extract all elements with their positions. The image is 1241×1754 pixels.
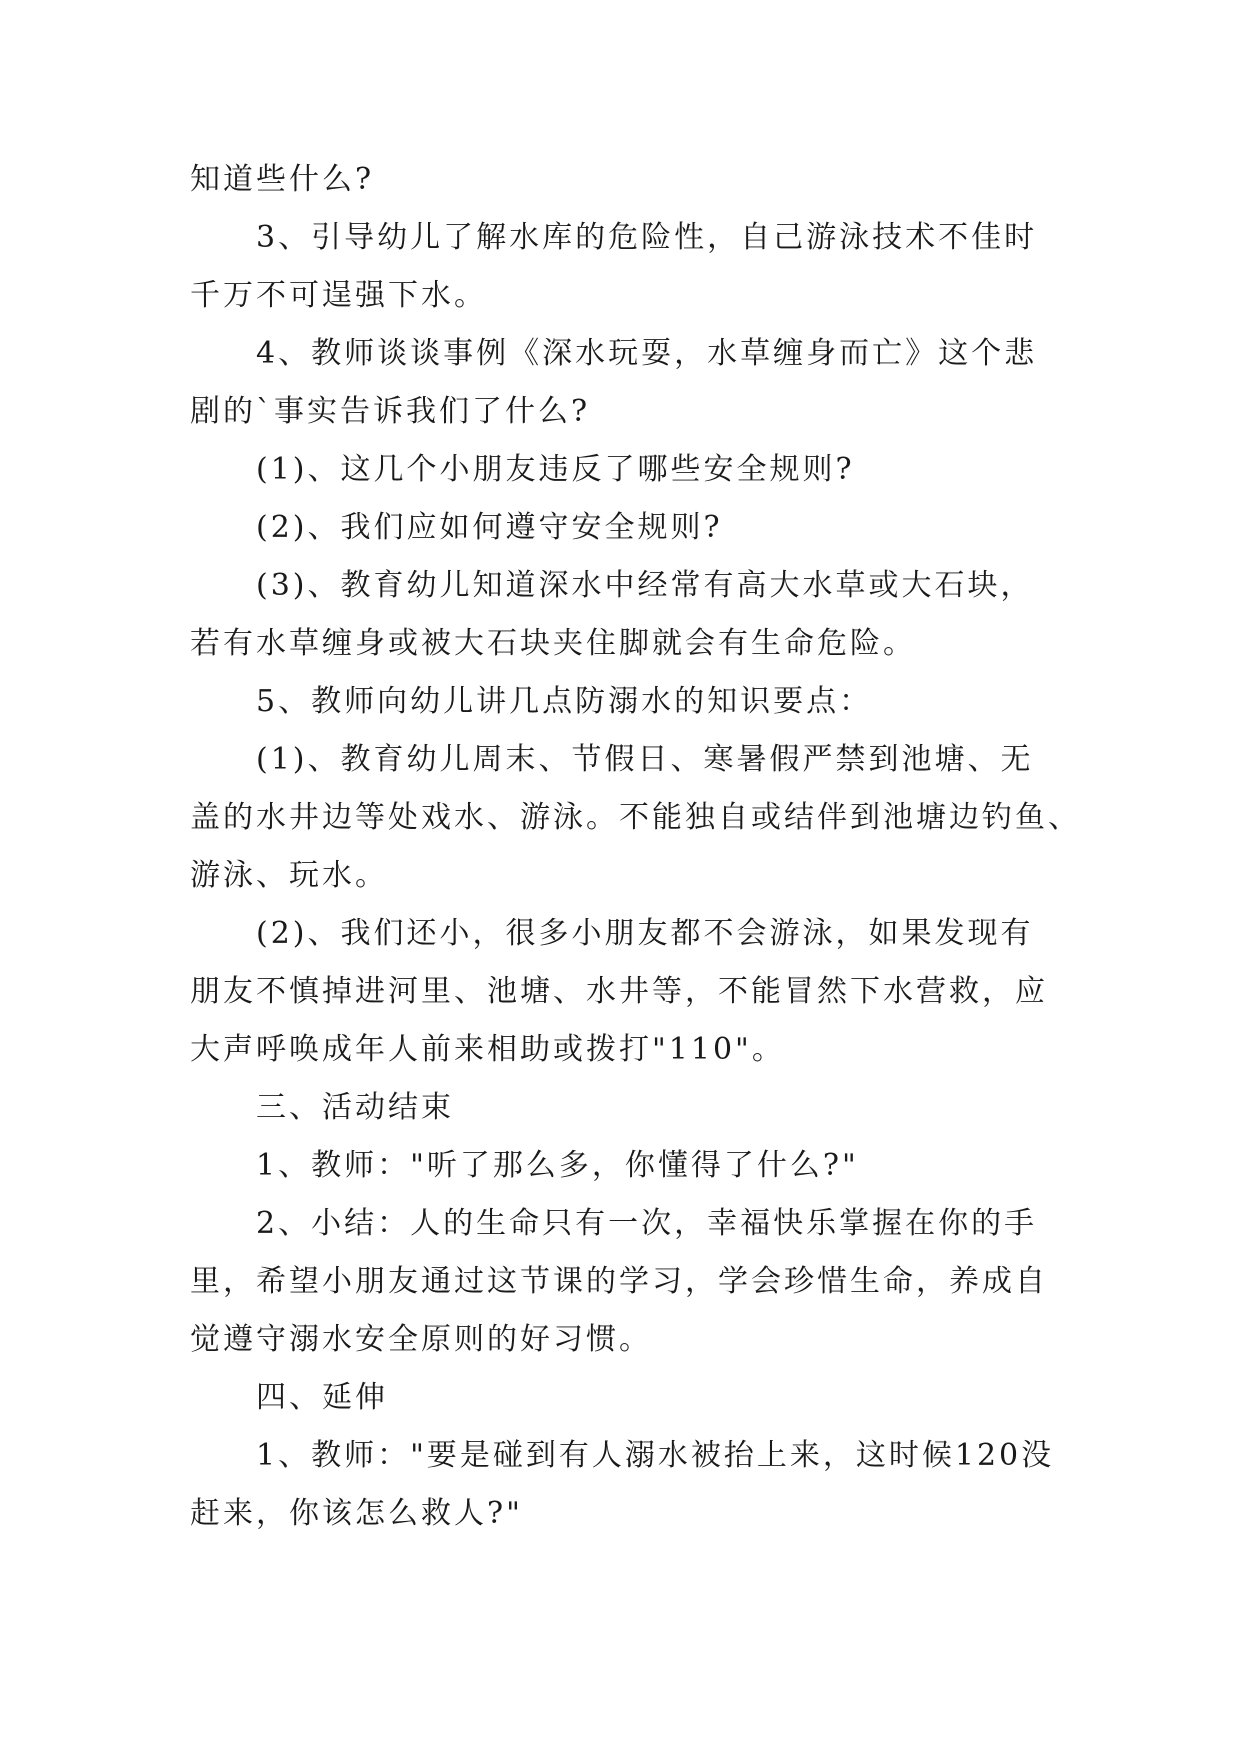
text-line: (3)、教育幼儿知道深水中经常有高大水草或大石块， (256, 568, 1034, 603)
text-line: 1、教师："要是碰到有人溺水被抬上来，这时候120没 (256, 1438, 1055, 1473)
text-line: 1、教师："听了那么多，你懂得了什么?" (256, 1148, 859, 1183)
text-line: 2、小结：人的生命只有一次，幸福快乐掌握在你的手 (256, 1206, 1038, 1241)
text-line: 若有水草缠身或被大石块夹住脚就会有生命危险。 (190, 626, 916, 661)
text-line: 觉遵守溺水安全原则的好习惯。 (190, 1322, 652, 1357)
text-line: 盖的水井边等处戏水、游泳。不能独自或结伴到池塘边钓鱼、 (190, 800, 1081, 835)
text-line: (2)、我们应如何遵守安全规则? (256, 510, 723, 545)
section-heading: 三、活动结束 (256, 1090, 454, 1125)
text-line: 里，希望小朋友通过这节课的学习，学会珍惜生命，养成自 (190, 1264, 1048, 1299)
text-line: (1)、这几个小朋友违反了哪些安全规则? (256, 452, 855, 487)
text-line: 游泳、玩水。 (190, 858, 388, 893)
text-line: (2)、我们还小，很多小朋友都不会游泳，如果发现有 (256, 916, 1034, 951)
text-line: 4、教师谈谈事例《深水玩耍，水草缠身而亡》这个悲 (256, 336, 1038, 371)
document-page (190, 151, 1081, 1543)
section-heading: 四、延伸 (256, 1380, 388, 1415)
text-line: (1)、教育幼儿周末、节假日、寒暑假严禁到池塘、无 (256, 742, 1034, 777)
text-line: 千万不可逞强下水。 (190, 278, 487, 313)
text-line: 5、教师向幼儿讲几点防溺水的知识要点： (256, 684, 873, 719)
text-line: 知道些什么? (190, 162, 375, 197)
text-line: 朋友不慎掉进河里、池塘、水井等，不能冒然下水营救，应 (190, 974, 1048, 1009)
text-line: 赶来，你该怎么救人?" (190, 1496, 523, 1531)
text-line: 3、引导幼儿了解水库的危险性，自己游泳技术不佳时 (256, 220, 1038, 255)
text-line: 剧的`事实告诉我们了什么? (190, 394, 591, 429)
text-line: 大声呼唤成年人前来相助或拨打"110"。 (190, 1032, 785, 1067)
